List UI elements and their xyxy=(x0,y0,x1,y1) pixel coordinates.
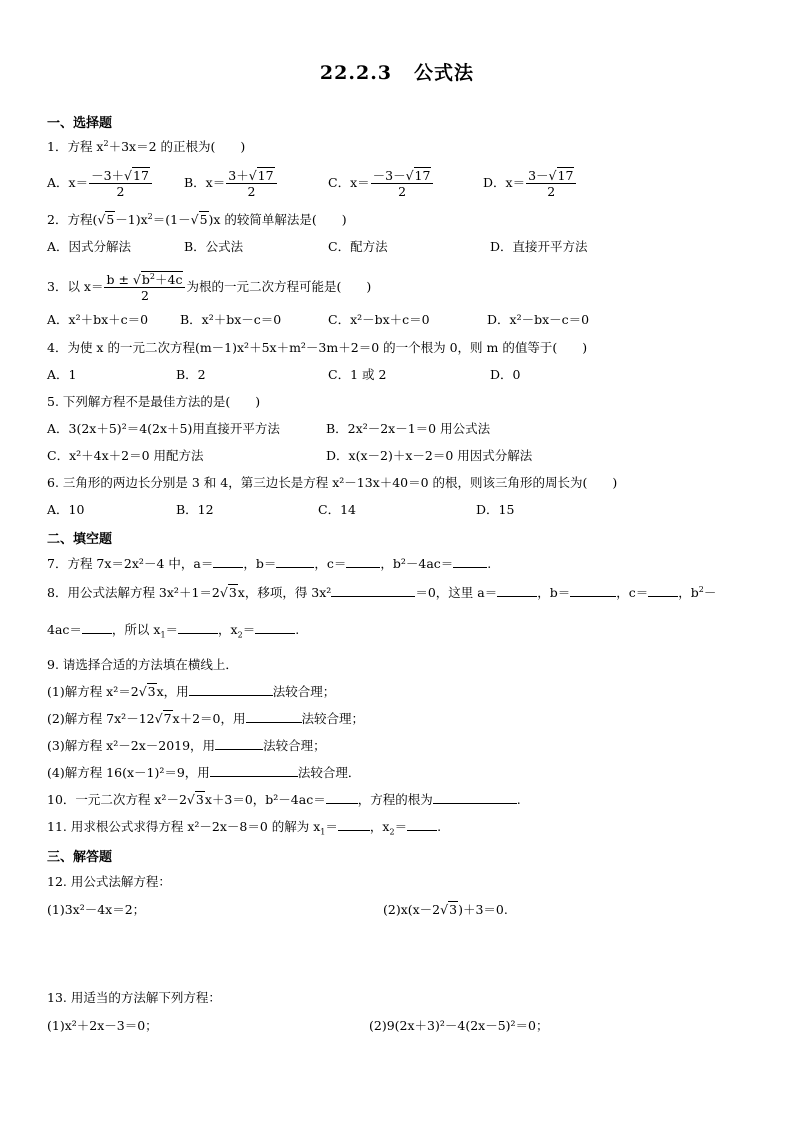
q5-option-d[interactable]: D．x(x－2)＋x－2＝0 用因式分解法 xyxy=(326,448,533,463)
blank-x2[interactable] xyxy=(407,818,437,831)
q2-option-d[interactable]: D．直接开平方法 xyxy=(490,239,588,254)
question-9-part-2: (2)解方程 7x²－12√7x＋2＝0，用 法较合理； xyxy=(47,711,365,726)
blank-a[interactable] xyxy=(497,584,537,597)
q1-option-b[interactable]: B．x＝ $\frac{3+√17}{2}$ xyxy=(184,168,278,199)
question-2: 2．方程$(√5-1)x^2=(1-√5)x$ 的较简单解法是( ) xyxy=(47,211,347,227)
q5-option-a[interactable]: A．3(2x＋5)²＝4(2x＋5)用直接开平方法 xyxy=(47,421,280,436)
question-5: 5. 下列解方程不是最佳方法的是( ) xyxy=(47,394,261,409)
blank-x2[interactable] xyxy=(255,621,295,634)
question-6: 6. 三角形的两边长分别是 3 和 4，第三边长是方程 x²－13x＋40＝0 的根，则该三角形的周长为( ) xyxy=(47,475,618,490)
question-11: 11. 用求根公式求得方程 x²－2x－8＝0 的解为 $x_1=$ ，$x_2=$ . xyxy=(47,819,442,837)
section-heading-solve: 三、解答题 xyxy=(47,850,113,865)
blank-discriminant[interactable] xyxy=(453,555,487,568)
q6-option-b[interactable]: B．12 xyxy=(176,502,214,517)
blank-x1[interactable] xyxy=(338,818,370,831)
blank-c[interactable] xyxy=(346,555,380,568)
q1-option-c[interactable]: C．x＝ $\frac{-3-√17}{2}$ xyxy=(328,168,434,199)
q1-option-a[interactable]: A．x＝ $\frac{-3+√17}{2}$ xyxy=(47,168,153,199)
q6-option-d[interactable]: D．15 xyxy=(476,502,515,517)
question-12: 12. 用公式法解方程： xyxy=(47,874,171,889)
page-title xyxy=(0,58,794,85)
blank-method[interactable] xyxy=(246,710,302,723)
question-9-part-1: (1)解方程 x²＝2√3x，用 法较合理； xyxy=(47,684,336,699)
question-4: 4．为使 x 的一元二次方程(m－1)x²＋5x＋m²－3m＋2＝0 的一个根为 0，则 m 的值等于( ) xyxy=(47,340,588,355)
blank-discriminant[interactable] xyxy=(326,791,358,804)
section-heading-fill: 二、填空题 xyxy=(47,532,113,547)
q4-option-c[interactable]: C．1 或 2 xyxy=(328,367,387,382)
blank-discriminant[interactable] xyxy=(82,621,112,634)
title-number: 22.2.3 xyxy=(319,62,393,84)
q3-option-d[interactable]: D．x²－bx－c＝0 xyxy=(487,312,590,327)
question-8: 8．用公式法解方程 3x²＋1＝2√3x，移项，得 3x² ＝0，这里 a＝ ，b＝ ，c＝ ，$b^2-$ xyxy=(47,584,717,600)
blank-method[interactable] xyxy=(215,737,263,750)
q4-option-a[interactable]: A．1 xyxy=(47,367,77,382)
blank-b[interactable] xyxy=(570,584,616,597)
q2-option-b[interactable]: B．公式法 xyxy=(184,239,244,254)
q6-option-a[interactable]: A．10 xyxy=(47,502,85,517)
question-9-part-4: (4)解方程 16(x－1)²＝9，用 法较合理． xyxy=(47,765,361,780)
title-name: 公式法 xyxy=(414,62,475,84)
q6-option-c[interactable]: C．14 xyxy=(318,502,356,517)
question-12-part-1: (1)3x²－4x＝2； xyxy=(47,902,146,917)
blank-method[interactable] xyxy=(210,764,298,777)
question-8-line-2: 4ac＝ ，所以 $x_1=$ ，$x_2=$ . xyxy=(47,622,300,640)
blank-a[interactable] xyxy=(213,555,243,568)
blank-c[interactable] xyxy=(648,584,678,597)
question-1: 1．方程 $x^2+3x=2$ 的正根为( ) xyxy=(47,138,246,154)
blank-method[interactable] xyxy=(189,683,273,696)
question-7: 7．方程 7x＝2x²－4 中，a＝ ，b＝ ，c＝ ，b²－4ac＝ . xyxy=(47,556,492,571)
q5-option-c[interactable]: C．x²＋4x＋2＝0 用配方法 xyxy=(47,448,204,463)
question-10: 10．一元二次方程 x²－2√3x＋3＝0，b²－4ac＝ ，方程的根为 . xyxy=(47,792,521,807)
q2-option-a[interactable]: A．因式分解法 xyxy=(47,239,132,254)
question-13-part-1: (1)x²＋2x－3＝0； xyxy=(47,1018,158,1033)
q3-option-c[interactable]: C．x²－bx＋c＝0 xyxy=(328,312,430,327)
blank-b[interactable] xyxy=(276,555,314,568)
q5-option-b[interactable]: B．2x²－2x－1＝0 用公式法 xyxy=(326,421,491,436)
question-12-part-2: (2)x(x－2√3)＋3＝0. xyxy=(383,902,508,917)
question-3: 3．以 x＝ $\frac{b \pm √b^2+4c}{2}$ 为根的一元二次方程可能是( ) xyxy=(47,271,372,303)
section-heading-choice: 一、选择题 xyxy=(47,116,113,131)
q4-option-b[interactable]: B．2 xyxy=(176,367,206,382)
question-9: 9. 请选择合适的方法填在横线上． xyxy=(47,657,238,672)
q3-option-b[interactable]: B．x²＋bx－c＝0 xyxy=(180,312,282,327)
blank-rearranged[interactable] xyxy=(331,584,415,597)
blank-x1[interactable] xyxy=(178,621,218,634)
q2-option-c[interactable]: C．配方法 xyxy=(328,239,388,254)
question-13: 13. 用适当的方法解下列方程： xyxy=(47,990,221,1005)
q4-option-d[interactable]: D．0 xyxy=(490,367,521,382)
blank-roots[interactable] xyxy=(433,791,517,804)
question-9-part-3: (3)解方程 x²－2x－2019，用 法较合理； xyxy=(47,738,326,753)
q1-option-d[interactable]: D．x＝ $\frac{3-√17}{2}$ xyxy=(483,168,577,199)
q3-option-a[interactable]: A．x²＋bx＋c＝0 xyxy=(47,312,149,327)
question-13-part-2: (2)9(2x＋3)²－4(2x－5)²＝0； xyxy=(369,1018,549,1033)
